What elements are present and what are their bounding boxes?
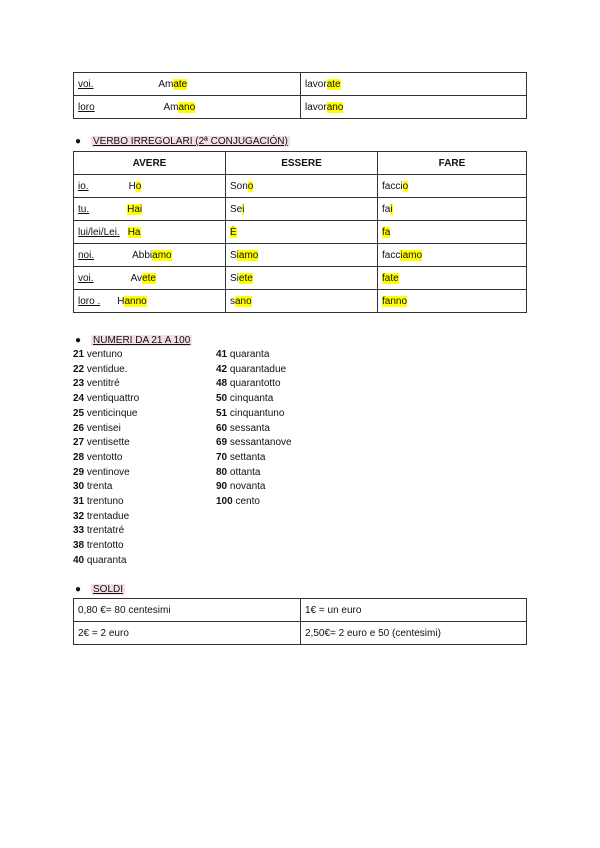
list-item — [73, 480, 139, 495]
number-word: cento — [235, 496, 260, 508]
list-item — [73, 466, 139, 481]
list-item — [73, 348, 139, 363]
table-cell: 2,50€= 2 euro e 50 (centesimi) — [301, 622, 527, 645]
table-cell — [301, 73, 527, 96]
verb-stem: Am — [163, 101, 179, 113]
number-word: ventotto — [86, 451, 123, 463]
verb-stem: Av — [130, 272, 143, 284]
verb-stem: Si — [230, 272, 239, 284]
table-row — [74, 198, 527, 221]
verb-stem: s — [230, 295, 235, 307]
table-row — [74, 73, 527, 96]
table-cell — [74, 96, 301, 119]
number: 41 — [216, 349, 228, 360]
number-word: ventinove — [86, 466, 130, 478]
list-item — [216, 495, 292, 510]
verb-ending: i — [390, 203, 393, 215]
table-cell: 0,80 €= 80 centesimi — [74, 599, 301, 622]
table-cell — [74, 267, 226, 290]
number: 90 — [216, 481, 228, 493]
number: 40 — [73, 554, 85, 566]
table-cell — [226, 267, 378, 290]
list-item — [216, 377, 292, 392]
verb-stem: Se — [230, 203, 243, 215]
number-word: sessanta — [229, 422, 270, 434]
verb-ending: Ha — [127, 226, 141, 238]
table-cell — [226, 290, 378, 313]
table-header-row — [74, 152, 527, 175]
number: 33 — [73, 525, 85, 537]
list-item — [216, 392, 292, 407]
list-item — [73, 510, 139, 525]
column-header: ESSERE — [226, 152, 378, 175]
number: 21 — [73, 349, 85, 360]
verb-ending: ate — [173, 78, 188, 90]
number: 48 — [216, 378, 228, 390]
number-word: trentadue — [86, 510, 130, 522]
number: 30 — [73, 481, 85, 493]
bullet-icon: ● — [75, 584, 82, 595]
number-word: sessantanove — [229, 437, 292, 449]
list-item — [216, 466, 292, 481]
irregular-verbs-heading — [75, 136, 290, 147]
table-cell — [74, 198, 226, 221]
number-word: novanta — [229, 481, 266, 493]
number: 31 — [73, 496, 85, 508]
number: 32 — [73, 510, 85, 522]
top-conjugation-table — [73, 72, 527, 119]
number-word: trentatré — [86, 525, 125, 537]
table-row — [74, 267, 527, 290]
table-cell — [74, 221, 226, 244]
number-word: settanta — [229, 451, 266, 463]
soldi-table — [73, 598, 527, 645]
verb-ending: È — [230, 226, 237, 238]
verb-ending: fanno — [382, 295, 408, 307]
number-word: quarantotto — [229, 378, 281, 390]
verb-ending: o — [135, 180, 142, 192]
list-item — [216, 407, 292, 422]
number-word: ventisette — [86, 437, 130, 449]
number: 80 — [216, 466, 228, 478]
verb-ending: o — [247, 180, 254, 192]
bullet-icon: ● — [75, 335, 82, 346]
table-cell — [226, 221, 378, 244]
table-cell — [74, 290, 226, 313]
verb-ending: ate — [326, 78, 341, 90]
number: 25 — [73, 407, 85, 419]
list-item — [73, 377, 139, 392]
pronoun: io. — [78, 180, 89, 192]
verb-stem: H — [128, 180, 136, 192]
number: 23 — [73, 378, 85, 390]
verb-ending: amo — [152, 249, 172, 261]
list-item — [73, 495, 139, 510]
verb-ending: fate — [382, 272, 399, 284]
number: 27 — [73, 437, 85, 449]
number-word: quaranta — [229, 349, 270, 360]
number: 24 — [73, 393, 85, 405]
pronoun: lui/lei/Lei. — [78, 226, 120, 238]
number: 42 — [216, 363, 228, 375]
table-row — [74, 244, 527, 267]
number-word: cinquantuno — [229, 407, 285, 419]
table-cell — [378, 221, 527, 244]
verb-ending: ano — [235, 295, 252, 307]
verb-stem: fa — [382, 203, 391, 215]
number: 60 — [216, 422, 228, 434]
verb-stem: lavor — [305, 78, 327, 90]
verb-ending: fa — [382, 226, 391, 238]
number-word: cinquanta — [229, 393, 274, 405]
list-item — [216, 436, 292, 451]
verb-ending: ete — [238, 272, 253, 284]
verb-ending: o — [402, 180, 409, 192]
column-header: FARE — [378, 152, 527, 175]
list-item — [216, 348, 292, 363]
verb-stem: Abbi — [132, 249, 153, 261]
verb-ending: Hai — [127, 203, 143, 215]
table-cell — [378, 244, 527, 267]
verb-stem: facc — [382, 249, 401, 261]
pronoun: voi. — [78, 78, 94, 90]
heading-text: VERBO IRREGOLARI (2ª CONJUGACIÓN) — [93, 136, 288, 147]
number-word: quaranta — [86, 554, 127, 566]
soldi-heading — [75, 584, 125, 595]
numbers-heading — [75, 335, 192, 346]
verb-ending: ano — [178, 101, 196, 113]
table-cell — [378, 290, 527, 313]
list-item — [73, 451, 139, 466]
table-row — [74, 290, 527, 313]
list-item — [73, 363, 139, 378]
verb-ending: ano — [326, 101, 344, 113]
numbers-column-2 — [216, 348, 292, 510]
number-word: venticinque — [86, 407, 138, 419]
table-cell — [226, 244, 378, 267]
number: 100 — [216, 496, 233, 508]
verb-ending: iamo — [236, 249, 259, 261]
bullet-icon: ● — [75, 136, 82, 147]
heading-text: NUMERI DA 21 A 100 — [93, 335, 191, 346]
numbers-column-1 — [73, 348, 139, 569]
verb-stem: S — [230, 249, 237, 261]
table-row — [74, 175, 527, 198]
list-item — [73, 524, 139, 539]
verb-ending: ete — [142, 272, 156, 284]
table-cell: 2€ = 2 euro — [74, 622, 301, 645]
verb-ending: iamo — [400, 249, 423, 261]
number-word: ottanta — [229, 466, 261, 478]
table-cell — [378, 267, 527, 290]
table-cell — [226, 175, 378, 198]
column-header: AVERE — [74, 152, 226, 175]
table-cell — [378, 175, 527, 198]
number: 28 — [73, 451, 85, 463]
list-item — [73, 554, 139, 569]
number: 38 — [73, 540, 85, 552]
number: 69 — [216, 437, 228, 449]
verb-stem: Son — [230, 180, 248, 192]
list-item — [73, 392, 139, 407]
number-word: ventiquattro — [86, 393, 140, 405]
table-row — [74, 96, 527, 119]
verb-stem: Am — [158, 78, 174, 90]
number-word: ventuno — [86, 349, 123, 360]
verb-ending: anno — [124, 295, 147, 307]
number-word: quarantadue — [229, 363, 287, 375]
irregular-verbs-table — [73, 151, 527, 313]
table-cell — [301, 96, 527, 119]
list-item — [216, 451, 292, 466]
verb-stem: H — [117, 295, 125, 307]
table-cell — [378, 198, 527, 221]
number-word: ventisei — [86, 422, 121, 434]
number: 26 — [73, 422, 85, 434]
number: 22 — [73, 363, 85, 375]
verb-stem: facci — [382, 180, 403, 192]
table-cell — [74, 244, 226, 267]
pronoun: voi. — [78, 272, 94, 284]
number-word: trentuno — [86, 496, 124, 508]
number-word: trentotto — [86, 540, 124, 552]
number: 29 — [73, 466, 85, 478]
list-item — [73, 407, 139, 422]
pronoun: noi. — [78, 249, 95, 261]
number: 50 — [216, 393, 228, 405]
table-cell: 1€ = un euro — [301, 599, 527, 622]
pronoun: tu. — [78, 203, 90, 215]
table-row — [74, 599, 527, 622]
list-item — [216, 422, 292, 437]
number: 51 — [216, 407, 228, 419]
pronoun: loro — [78, 101, 95, 113]
table-row — [74, 622, 527, 645]
verb-stem: lavor — [305, 101, 327, 113]
table-cell — [74, 175, 226, 198]
list-item — [73, 422, 139, 437]
number-word: ventidue. — [86, 363, 128, 375]
table-cell — [226, 198, 378, 221]
list-item — [73, 436, 139, 451]
heading-text: SOLDI — [93, 584, 124, 595]
number-word: trenta — [86, 481, 113, 493]
pronoun: loro . — [78, 295, 101, 307]
verb-ending: i — [242, 203, 245, 215]
table-cell — [74, 73, 301, 96]
table-row — [74, 221, 527, 244]
number: 70 — [216, 451, 228, 463]
number-word: ventitré — [86, 378, 120, 390]
list-item — [73, 539, 139, 554]
list-item — [216, 363, 292, 378]
list-item — [216, 480, 292, 495]
